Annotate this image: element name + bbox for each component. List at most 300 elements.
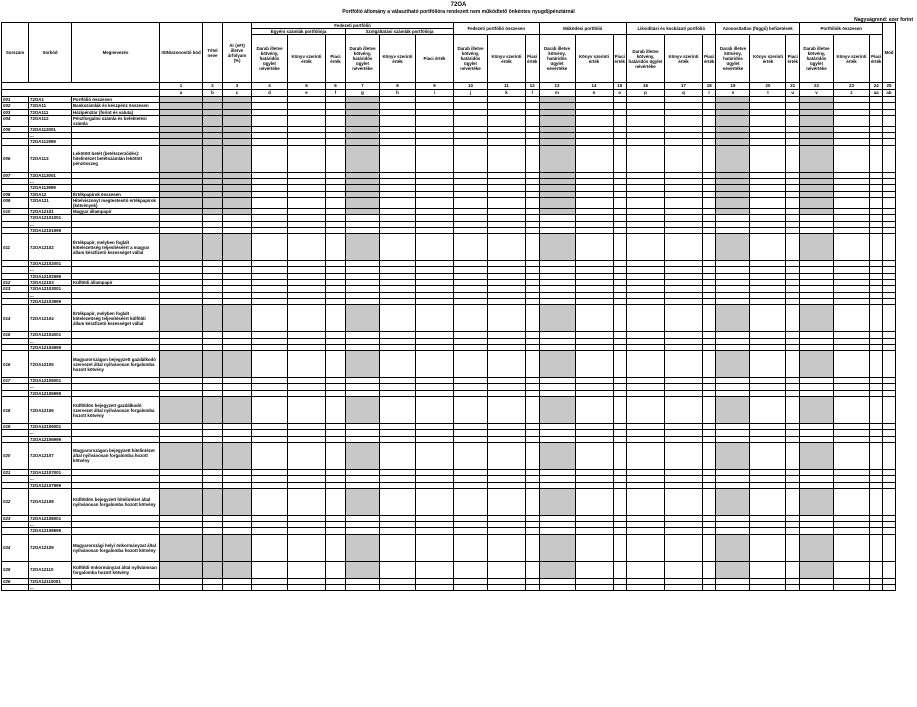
- data-cell: [223, 145, 252, 172]
- col-darab: Darab illetve kötvény, határidős ügylet névértéke: [346, 35, 380, 83]
- data-cell: [575, 145, 613, 172]
- data-cell: [786, 197, 800, 208]
- data-cell: [883, 197, 895, 208]
- data-cell: [750, 145, 786, 172]
- data-cell: [326, 397, 346, 424]
- data-cell: [786, 561, 800, 578]
- data-cell: [326, 584, 346, 590]
- data-cell: [786, 442, 800, 469]
- data-cell: [702, 584, 716, 590]
- data-cell: [799, 305, 833, 332]
- group-fedezeti-osszesen: Fedezeti portfólió összesen: [454, 23, 540, 35]
- data-cell: [664, 197, 702, 208]
- data-cell: [203, 397, 223, 424]
- data-cell: [539, 584, 575, 590]
- row-sorkod: 72OA12107: [29, 442, 72, 469]
- group-mukodesi: Működési portfólió: [539, 23, 626, 35]
- data-cell: [664, 305, 702, 332]
- data-cell: [380, 442, 416, 469]
- data-cell: [833, 305, 869, 332]
- data-cell: [539, 534, 575, 561]
- data-cell: [223, 397, 252, 424]
- row-sorszam: 025: [2, 561, 29, 578]
- data-cell: [833, 442, 869, 469]
- data-cell: [613, 197, 626, 208]
- data-cell: [626, 197, 664, 208]
- column-letter: b: [203, 90, 223, 97]
- row-sorszam: 019: [2, 424, 29, 430]
- data-cell: [664, 397, 702, 424]
- data-cell: [883, 488, 895, 515]
- row-sorkod: ...: [29, 476, 72, 482]
- data-cell: [160, 442, 203, 469]
- column-letter: p: [626, 90, 664, 97]
- col-piaci: Piaci érték: [613, 35, 626, 83]
- data-cell: [833, 488, 869, 515]
- col-piaci: Piaci érték: [869, 35, 882, 83]
- data-cell: [664, 561, 702, 578]
- data-cell: [786, 351, 800, 378]
- data-cell: [539, 197, 575, 208]
- row-sorkod: 72OA12104001: [29, 332, 72, 338]
- data-cell: [526, 115, 540, 126]
- data-cell: [575, 351, 613, 378]
- data-cell: [526, 534, 540, 561]
- column-number: 3: [223, 83, 252, 90]
- data-cell: [252, 442, 288, 469]
- row-sorkod: 72OA12102999: [29, 273, 72, 279]
- data-cell: [416, 115, 454, 126]
- data-cell: [160, 234, 203, 261]
- data-cell: [883, 234, 895, 261]
- row-sorszam: 023: [2, 515, 29, 521]
- col-darab: Darab illetve kötvény, határidős ügylet névértéke: [716, 35, 750, 83]
- data-cell: [664, 115, 702, 126]
- row-sorkod: 72OA12109: [29, 534, 72, 561]
- data-cell: [613, 145, 626, 172]
- data-cell: [454, 115, 488, 126]
- data-cell: [380, 488, 416, 515]
- data-cell: [613, 305, 626, 332]
- data-cell: [223, 561, 252, 578]
- data-cell: [750, 305, 786, 332]
- column-letter: o: [613, 90, 626, 97]
- data-cell: [869, 397, 882, 424]
- data-cell: [539, 145, 575, 172]
- row-sorszam: 002: [2, 103, 29, 109]
- data-cell: [750, 561, 786, 578]
- data-cell: [786, 397, 800, 424]
- data-cell: [702, 197, 716, 208]
- row-megnevezes: Hitelviszonyt megtestesítő értékpapírok (kötvények): [72, 197, 160, 208]
- data-cell: [488, 351, 526, 378]
- data-cell: [252, 488, 288, 515]
- data-cell: [883, 442, 895, 469]
- data-cell: [702, 397, 716, 424]
- table-row: [2, 305, 896, 332]
- row-sorszam: [2, 584, 29, 590]
- data-cell: [716, 442, 750, 469]
- data-cell: [454, 561, 488, 578]
- data-cell: [869, 145, 882, 172]
- data-cell: [526, 351, 540, 378]
- data-cell: [869, 561, 882, 578]
- data-cell: [252, 197, 288, 208]
- unit-label: Nagyságrend: ezer forint: [854, 17, 913, 23]
- col-darab: Darab illetve kötvény, határidős ügylet névértéke: [454, 35, 488, 83]
- data-cell: [288, 442, 326, 469]
- data-cell: [288, 234, 326, 261]
- column-letter: d: [252, 90, 288, 97]
- row-megnevezes: Külföldön bejegyzett hitelintézet által nyilvánosan forgalomba hozott kötvény: [72, 488, 160, 515]
- data-cell: [869, 584, 882, 590]
- data-cell: [223, 197, 252, 208]
- data-cell: [252, 351, 288, 378]
- row-megnevezes: Magyarországi helyi önkormányzat által nyilvánosan forgalomba hozott kötvény: [72, 534, 160, 561]
- data-cell: [346, 534, 380, 561]
- col-sorszam: Sorszám: [2, 23, 29, 83]
- data-cell: [750, 115, 786, 126]
- data-cell: [416, 534, 454, 561]
- data-cell: [160, 584, 203, 590]
- data-cell: [613, 561, 626, 578]
- data-cell: [613, 442, 626, 469]
- row-megnevezes: Portfólió összesen: [72, 97, 160, 103]
- column-number: 15: [613, 83, 626, 90]
- table-row: [2, 234, 896, 261]
- data-cell: [833, 197, 869, 208]
- data-cell: [799, 397, 833, 424]
- data-cell: [539, 234, 575, 261]
- data-cell: [346, 561, 380, 578]
- col-piaci: Piaci érték: [786, 35, 800, 83]
- data-cell: [326, 534, 346, 561]
- group-szolgaltatasi: Szolgáltatási számlák portfóliója: [346, 29, 454, 35]
- table-row: [2, 534, 896, 561]
- row-megnevezes: Külföldi állampapír: [72, 280, 160, 286]
- data-cell: [454, 351, 488, 378]
- row-megnevezes: Értékpapír, melyben foglalt kötelezettség teljesítéséért a magyar állam készfizető kezességet vállal: [72, 234, 160, 261]
- data-cell: [203, 584, 223, 590]
- data-cell: [883, 584, 895, 590]
- data-cell: [702, 115, 716, 126]
- column-number: 25: [883, 83, 895, 90]
- data-cell: [799, 534, 833, 561]
- data-cell: [664, 145, 702, 172]
- data-cell: [664, 534, 702, 561]
- row-megnevezes: Magyar állampapír: [72, 208, 160, 214]
- group-azonositatlan: Azonosítatlan (függő) befizetések: [716, 23, 800, 35]
- row-sorkod: 72OA12105001: [29, 378, 72, 384]
- table-row: [2, 115, 896, 126]
- data-cell: [488, 584, 526, 590]
- column-letter: ab: [883, 90, 895, 97]
- data-cell: [883, 115, 895, 126]
- data-cell: [288, 561, 326, 578]
- data-cell: [346, 397, 380, 424]
- data-cell: [883, 534, 895, 561]
- data-cell: [869, 115, 882, 126]
- data-cell: [716, 305, 750, 332]
- row-sorszam: 024: [2, 534, 29, 561]
- data-cell: [786, 488, 800, 515]
- column-letter: u: [786, 90, 800, 97]
- data-cell: [454, 145, 488, 172]
- data-cell: [786, 534, 800, 561]
- row-megnevezes: Magyarországon bejegyzett hitelintézet által nyilvánosan forgalomba hozott kötvény: [72, 442, 160, 469]
- data-cell: [488, 442, 526, 469]
- data-cell: [526, 561, 540, 578]
- column-number: 11: [488, 83, 526, 90]
- col-darab: Darab illetve kötvény, határidős ügylet névértéke: [539, 35, 575, 83]
- data-cell: [416, 197, 454, 208]
- data-cell: [326, 561, 346, 578]
- data-cell: [750, 488, 786, 515]
- data-cell: [613, 351, 626, 378]
- column-number: 12: [526, 83, 540, 90]
- data-cell: [380, 351, 416, 378]
- col-konyv: Könyv szerinti érték: [288, 35, 326, 83]
- row-sorkod: 72OA12102001: [29, 261, 72, 267]
- data-cell: [488, 145, 526, 172]
- data-cell: [833, 234, 869, 261]
- column-number: 13: [539, 83, 575, 90]
- row-sorszam: 001: [2, 97, 29, 103]
- column-number: 22: [799, 83, 833, 90]
- data-cell: [288, 488, 326, 515]
- row-sorkod: 72OA12106001: [29, 424, 72, 430]
- data-cell: [526, 397, 540, 424]
- data-cell: [380, 561, 416, 578]
- column-letter: z: [833, 90, 869, 97]
- data-cell: [526, 145, 540, 172]
- row-sorkod: ...: [29, 384, 72, 390]
- row-sorkod: ...: [29, 522, 72, 528]
- row-sorkod: 72OA12101001: [29, 215, 72, 221]
- data-cell: [488, 234, 526, 261]
- row-sorkod: 72OA121: [29, 197, 72, 208]
- row-sorkod: 72OA113: [29, 145, 72, 172]
- data-cell: [716, 584, 750, 590]
- column-letter: c: [223, 90, 252, 97]
- row-megnevezes: Értékpapírok összesen: [72, 191, 160, 197]
- data-cell: [223, 534, 252, 561]
- data-cell: [799, 584, 833, 590]
- column-letter: m: [539, 90, 575, 97]
- data-cell: [488, 534, 526, 561]
- row-megnevezes: Lekötött betét (betétszerződés): hitelintézet betétszámlán lekötött pénzösszeg: [72, 145, 160, 172]
- data-cell: [613, 488, 626, 515]
- data-cell: [799, 488, 833, 515]
- column-number: 1: [160, 83, 203, 90]
- data-cell: [716, 561, 750, 578]
- table-row: [2, 561, 896, 578]
- data-cell: [454, 584, 488, 590]
- row-sorszam: 007: [2, 172, 29, 178]
- data-cell: [160, 145, 203, 172]
- row-sorszam: 012: [2, 280, 29, 286]
- column-number: 16: [626, 83, 664, 90]
- data-cell: [160, 488, 203, 515]
- row-sorkod: 72OA113001: [29, 172, 72, 178]
- data-cell: [288, 115, 326, 126]
- row-sorszam: 005: [2, 126, 29, 132]
- row-sorszam: 021: [2, 469, 29, 475]
- data-cell: [203, 305, 223, 332]
- data-cell: [288, 584, 326, 590]
- data-cell: [702, 305, 716, 332]
- data-cell: [750, 442, 786, 469]
- data-cell: [664, 584, 702, 590]
- data-cell: [702, 351, 716, 378]
- table-row: [2, 145, 896, 172]
- column-letter: v: [799, 90, 833, 97]
- data-cell: [416, 584, 454, 590]
- form-code: 72OA: [450, 2, 467, 8]
- data-cell: [575, 397, 613, 424]
- column-number: 2: [203, 83, 223, 90]
- row-sorkod: 72OA12103999: [29, 298, 72, 304]
- data-cell: [869, 442, 882, 469]
- row-sorkod: 72OA12108999: [29, 528, 72, 534]
- data-cell: [203, 561, 223, 578]
- data-cell: [626, 234, 664, 261]
- row-sorkod: ...: [29, 133, 72, 139]
- row-sorszam: 009: [2, 197, 29, 208]
- data-cell: [626, 115, 664, 126]
- data-cell: [626, 488, 664, 515]
- column-letter: a: [160, 90, 203, 97]
- data-cell: [575, 561, 613, 578]
- data-cell: [575, 534, 613, 561]
- data-cell: [539, 488, 575, 515]
- data-cell: [869, 351, 882, 378]
- data-cell: [539, 351, 575, 378]
- data-cell: [380, 115, 416, 126]
- data-cell: [613, 584, 626, 590]
- column-number: 6: [326, 83, 346, 90]
- table-row: [2, 442, 896, 469]
- data-cell: [416, 305, 454, 332]
- data-cell: [716, 534, 750, 561]
- data-cell: [223, 305, 252, 332]
- data-cell: [488, 115, 526, 126]
- data-cell: [664, 488, 702, 515]
- row-sorkod: 72OA12101: [29, 208, 72, 214]
- data-cell: [252, 397, 288, 424]
- column-letter: e: [288, 90, 326, 97]
- col-piaci: Piaci érték: [326, 35, 346, 83]
- data-cell: [252, 534, 288, 561]
- table-row: [2, 488, 896, 515]
- data-cell: [702, 145, 716, 172]
- data-cell: [326, 115, 346, 126]
- data-cell: [288, 197, 326, 208]
- row-sorkod: 72OA113999: [29, 185, 72, 191]
- data-cell: [526, 584, 540, 590]
- data-cell: [326, 351, 346, 378]
- data-cell: [488, 488, 526, 515]
- data-cell: [252, 234, 288, 261]
- group-portfoliok-osszesen: Portfóliók összesen: [799, 23, 882, 35]
- data-cell: [869, 305, 882, 332]
- column-letter: h: [380, 90, 416, 97]
- data-cell: [799, 442, 833, 469]
- col-sorkod: Sorkód: [29, 23, 72, 83]
- data-cell: [539, 305, 575, 332]
- row-sorkod: ...: [29, 292, 72, 298]
- row-sorkod: 72OA12106: [29, 397, 72, 424]
- data-cell: [626, 534, 664, 561]
- data-cell: [416, 397, 454, 424]
- data-cell: [664, 442, 702, 469]
- data-cell: [716, 197, 750, 208]
- data-cell: [833, 561, 869, 578]
- data-cell: [716, 145, 750, 172]
- data-cell: [326, 234, 346, 261]
- column-letter: l: [526, 90, 540, 97]
- data-cell: [160, 561, 203, 578]
- data-cell: [223, 442, 252, 469]
- data-cell: [346, 115, 380, 126]
- data-cell: [346, 145, 380, 172]
- table-row: [2, 584, 896, 590]
- data-cell: [223, 234, 252, 261]
- data-cell: [883, 145, 895, 172]
- data-cell: [799, 234, 833, 261]
- data-cell: [786, 584, 800, 590]
- data-cell: [416, 488, 454, 515]
- data-cell: [454, 488, 488, 515]
- data-cell: [252, 584, 288, 590]
- data-cell: [664, 234, 702, 261]
- report-title: Portfólió állomány a választható portfólióra rendezett nem működtető önkéntes nyugdíjpénztárnál: [342, 9, 575, 15]
- data-cell: [488, 305, 526, 332]
- column-letter: t: [750, 90, 786, 97]
- row-sorszam: 017: [2, 378, 29, 384]
- data-cell: [203, 115, 223, 126]
- data-cell: [223, 351, 252, 378]
- data-cell: [160, 397, 203, 424]
- column-letter: g: [346, 90, 380, 97]
- data-cell: [575, 442, 613, 469]
- data-cell: [716, 397, 750, 424]
- data-cell: [346, 234, 380, 261]
- data-cell: [252, 145, 288, 172]
- column-letter-row: [2, 90, 896, 97]
- data-cell: [626, 397, 664, 424]
- column-letter: j: [454, 90, 488, 97]
- data-cell: [786, 234, 800, 261]
- data-cell: [454, 197, 488, 208]
- row-sorkod: ...: [29, 221, 72, 227]
- data-cell: [869, 234, 882, 261]
- col-megnevezes: Megnevezés: [72, 23, 160, 83]
- column-number: 17: [664, 83, 702, 90]
- data-cell: [380, 197, 416, 208]
- data-cell: [488, 561, 526, 578]
- data-cell: [539, 397, 575, 424]
- data-cell: [203, 197, 223, 208]
- group-fedezeti: Fedezeti portfólió: [252, 23, 454, 29]
- table-row: [2, 351, 896, 378]
- data-cell: [702, 234, 716, 261]
- column-number: 24: [869, 83, 882, 90]
- data-cell: [416, 145, 454, 172]
- data-cell: [252, 561, 288, 578]
- data-cell: [288, 351, 326, 378]
- data-cell: [223, 584, 252, 590]
